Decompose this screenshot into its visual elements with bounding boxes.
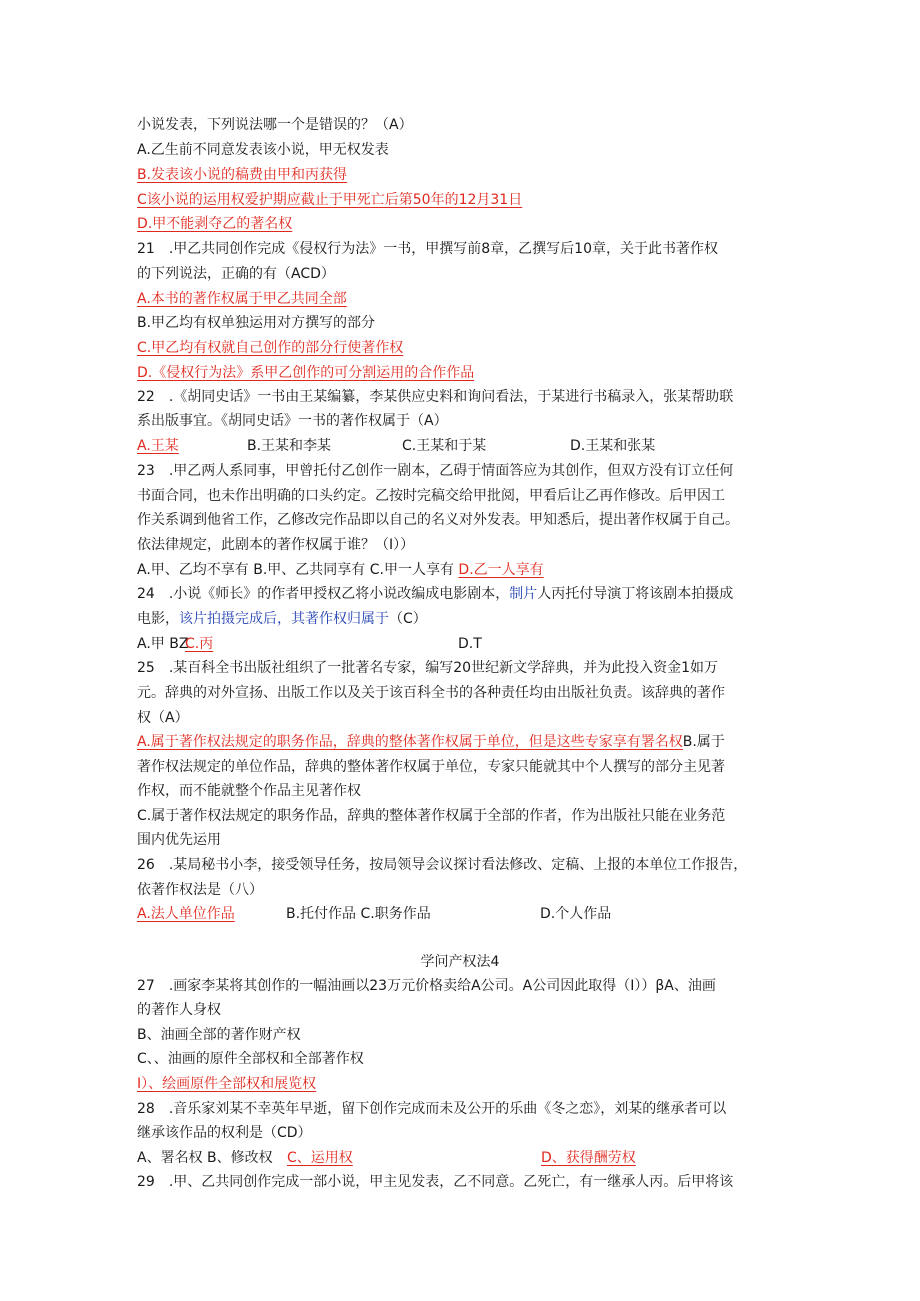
question-29: 29 .甲、乙共同创作完成一部小说，甲主见发表，乙不同意。乙死亡，有一继承人丙。后甲将该: [137, 1174, 734, 1190]
option-a: A.法人单位作品: [137, 906, 235, 922]
highlight-text: 制片: [509, 586, 538, 602]
option-d: D.王某和张某: [570, 438, 656, 454]
text-line: 作权，而不能就整个作品主见著作权: [137, 783, 361, 799]
option-line: C、、油画的原件全部权和全部著作权: [137, 1051, 364, 1067]
option-c: C.丙: [185, 636, 214, 652]
text-line: 的著作人身权: [137, 1002, 221, 1018]
option-line-answer: [137, 214, 292, 234]
options-abc: A.甲、乙均不享有 B.甲、乙共同享有 C.甲一人享有: [137, 562, 459, 578]
answer-text: B.发表该小说的稿费由甲和丙获得: [137, 167, 348, 183]
option-line-answer: [137, 338, 403, 358]
text-line: 书面合同，也未作出明确的口头约定。乙按时完稿交给甲批阅，甲看后让乙再作修改。后甲因工: [137, 488, 725, 504]
highlight-text: 该片拍摄完成后，其著作权归属于: [179, 611, 389, 627]
text-line: 著作权法规定的单位作品，辞典的整体著作权属于单位，专家只能就其中个人撰写的部分主见著: [137, 759, 725, 775]
text-line: 作关系调到他省工作，乙修改完作品即以自己的名义对外发表。甲知悉后，提出著作权属于自己。: [137, 512, 739, 528]
option-d: D、获得酬劳权: [541, 1150, 636, 1166]
options-row-23: [137, 560, 544, 580]
text-segment: 24 .小说《师长》的作者甲授权乙将小说改编成电影剧本，: [137, 586, 510, 602]
option-line: [137, 732, 725, 752]
section-heading: 学问产权法4: [420, 954, 500, 970]
text-segment: （C）: [389, 611, 427, 627]
text-line: C.属于著作权法规定的职务作品，辞典的整体著作权属于全部的作者，作为出版社只能在业务范: [137, 808, 726, 824]
answer-text: C该小说的运用权爱护期应截止于甲死亡后第50年的12月31日: [137, 192, 523, 208]
option-line-answer: [137, 190, 522, 210]
option-line: B.甲乙均有权单独运用对方撰写的部分: [137, 315, 376, 331]
option-line-answer: [137, 289, 347, 309]
option-a: A.王某: [137, 438, 179, 454]
answer-text: D.甲不能剥夺乙的著名权: [137, 216, 293, 232]
option-line: B、油画全部的著作财产权: [137, 1027, 301, 1043]
option-line-answer: [137, 165, 347, 185]
question-24: [137, 584, 733, 604]
question-21: 21 .甲乙共同创作完成《侵权行为法》一书，甲撰写前8章，乙撰写后10章，关于此书著作权: [137, 241, 718, 257]
option-d: D.乙一人享有: [458, 562, 544, 578]
text-segment: 人丙托付导演丁将该剧本拍摄成: [537, 586, 734, 602]
question-23: 23 .甲乙两人系同事，甲曾托付乙创作一剧本，乙碍于情面答应为其创作，但双方没有订立任何: [137, 463, 734, 479]
answer-text: A.属于著作权法规定的职务作品，辞典的整体著作权属于单位，但是这些专家享有署名权: [137, 734, 683, 750]
question-28: 28 .音乐家刘某不幸英年早逝，留下创作完成而未及公开的乐曲《冬之恋》，刘某的继承者可以: [137, 1101, 727, 1117]
question-27: 27 .画家李某将其创作的一幅油画以23万元价格卖给A公司。A公司因此取得（I））βA、油画: [137, 978, 716, 994]
option-d: D.个人作品: [540, 906, 612, 922]
option-ab: A.甲 BZ: [137, 636, 189, 652]
answer-text: C.甲乙均有权就自己创作的部分行使著作权: [137, 340, 404, 356]
text-line: 继承该作品的权利是（CD）: [137, 1125, 312, 1141]
text-segment: B.属于: [682, 734, 725, 750]
text-line: 依法律规定，此剧本的著作权属于谁？（I））: [137, 537, 415, 553]
question-25: 25 .某百科全书出版社组织了一批著名专家，编写20世纪新文学辞典，并为此投入资金1如万: [137, 660, 718, 676]
option-line: A.乙生前不同意发表该小说，甲无权发表: [137, 142, 389, 158]
question-22: 22 .《胡同史话》一书由王某编纂，李某供应史料和询问看法，于某进行书稿录入，张某帮助联: [137, 389, 734, 405]
option-ab: A、署名权 B、修改权: [137, 1150, 273, 1166]
text-line: 系出版事宜。《胡同史话》一书的著作权属于（A）: [137, 413, 448, 429]
text-line: 元。辞典的对外宣扬、出版工作以及关于该百科全书的各种责任均由出版社负责。该辞典的著作: [137, 685, 725, 701]
option-b: B.王某和李某: [247, 438, 332, 454]
option-c: C.王某和于某: [402, 438, 487, 454]
text-line: [137, 609, 427, 629]
option-bc: B.托付作品 C.职务作品: [286, 906, 431, 922]
option-line-answer: [137, 1074, 316, 1094]
option-c: C、运用权: [287, 1150, 353, 1166]
text-segment: 电影，: [137, 611, 179, 627]
answer-text: I）、绘画原件全部权和展览权: [137, 1076, 317, 1092]
text-line: 依著作权法是（八）: [137, 882, 263, 898]
option-line-answer: [137, 363, 474, 383]
option-d: D.T: [458, 636, 482, 652]
text-line: 围内优先运用: [137, 832, 221, 848]
text-line: 小说发表，下列说法哪一个是错误的？（A）: [137, 117, 413, 133]
text-line: 权（A）: [137, 710, 189, 726]
text-line: 的下列说法，正确的有（ACD）: [137, 266, 335, 282]
question-26: 26 .某局秘书小李，接受领导任务，按局领导会议探讨看法修改、定稿、上报的本单位工作报告，: [137, 857, 748, 873]
answer-text: A.本书的著作权属于甲乙共同全部: [137, 291, 347, 307]
answer-text: D.《侵权行为法》系甲乙创作的可分割运用的合作作品: [137, 365, 475, 381]
